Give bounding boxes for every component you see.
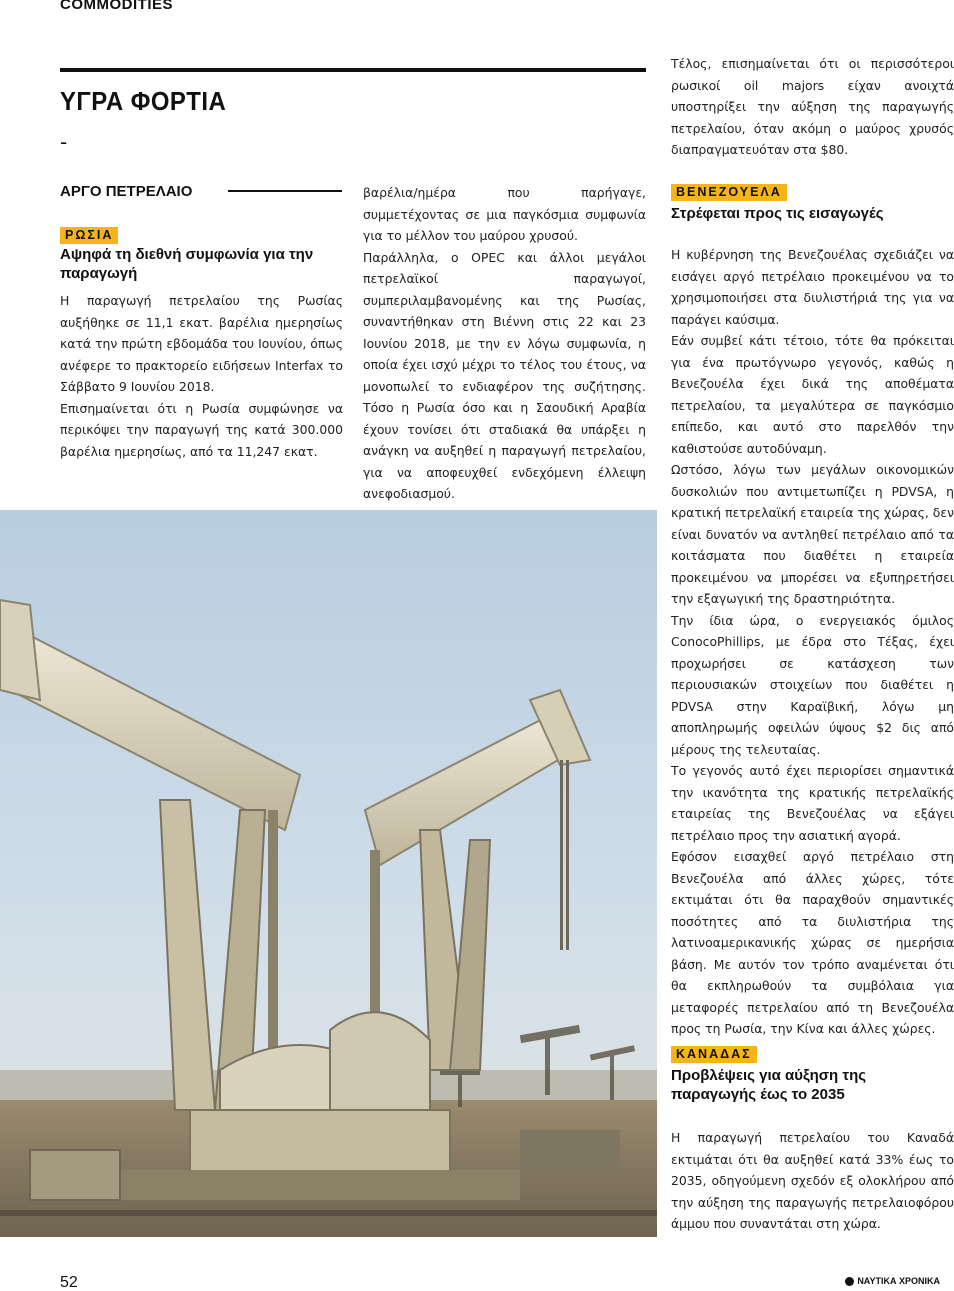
canada-body (671, 1127, 954, 1235)
venezuela-tag: ΒΕΝΕΖΟΥΕΛΑ (671, 184, 787, 201)
paragraph: Η παραγωγή πετρελαίου της Ρωσίας αυξήθηκε σε 11,1 εκατ. βαρέλια ημερησίως κατά την πρώτη εβδομάδα του Ιουνίου, όπως ανέφερε το πρακτορείο ειδήσεων Interfax το Σάββατο 9 Ιουνίου 2018. (60, 293, 343, 394)
paragraph: Ωστόσο, λόγω των μεγάλων οικονομικών δυσκολιών που αντιμετωπίζει η PDVSA, η κρατική πετρελαϊκή εταιρεία της χώρας, δεν είναι δυνατόν να αντληθεί πετρέλαιο από τα κοιτάσματα που διαθέτει η εταιρεία προκειμένου να μπορέσει να εξυπηρετήσει την εξαγωγική της δραστηριότητα. (671, 462, 954, 606)
paragraph: Τέλος, επισημαίνεται ότι οι περισσότεροι ρωσικοί oil majors είχαν ανοιχτά υποστηρίξει την αύξηση της παραγωγής πετρελαίου, όταν ακόμη ο μαύρος χρυσός διαπραγματευόταν στα $80. (671, 56, 954, 157)
title-rule (60, 68, 646, 72)
section-label: COMMODITIES (60, 0, 173, 13)
paragraph: Παράλληλα, ο OPEC και άλλοι μεγάλοι πετρελαϊκοί παραγωγοί, συμπεριλαμβανομένης και της Ρωσίας, συναντήθηκαν στη Βιέννη στις 22 και 23 Ιουνίου 2018, με την εν λόγω συμφωνία, η οποία έχει ισχύ μέχρι το τέλος του έτους, να μονοπωλεί το ενδιαφέρον της συζήτησης. Τόσο η Ρωσία όσο και η Σαουδική Αραβία έχουν τονίσει ότι σταδιακά θα υπάρξει η ανάγκη να αυξηθεί η παραγωγή πετρελαίου, για να αποφευχθεί ενδεχόμενη έλλειψη ανεφοδιασμού. (363, 249, 646, 501)
paragraph: Την ίδια ώρα, ο ενεργειακός όμιλος ConocoPhillips, με έδρα στο Τέξας, έχει προχωρήσει σε κατάσχεση των περιουσιακών στοιχείων που διαθέτει η PDVSA στην Καραϊβική, λόγω μη αποπληρωμής οφειλών ύψους $2 δις από μέρους της τελευταίας. (671, 612, 954, 757)
venezuela-heading: Στρέφεται προς τις εισαγωγές (671, 205, 884, 222)
russia-closing (671, 53, 954, 161)
russia-body (60, 290, 343, 462)
title-dash: - (60, 130, 68, 154)
oil-pumpjacks-photo (0, 510, 657, 1237)
publication-brand (845, 1276, 940, 1286)
venezuela-body (671, 244, 954, 1040)
russia-heading: Αψηφά τη διεθνή συμφωνία για την παραγωγή (60, 246, 314, 282)
sub-heading: ΑΡΓΟ ΠΕΤΡΕΛΑΙΟ (60, 183, 193, 200)
canada-heading: Προβλέψεις για αύξηση της παραγωγής έως το 2035 (671, 1067, 867, 1103)
paragraph: Η κυβέρνηση της Βενεζουέλας σχεδιάζει να εισάγει αργό πετρέλαιο προκειμένου να το χρησιμοποιήσει στα διυλιστήριά της για να παράγει καύσιμα. (671, 247, 954, 327)
paragraph: Η παραγωγή πετρελαίου του Καναδά εκτιμάται ότι θα αυξηθεί κατά 33% έως το 2035, οδηγούμενη σχεδόν εξ ολοκλήρου από την αύξηση της παραγωγής πετρελαιοφόρου άμμου που συναντάται στη χώρα. (671, 1130, 954, 1231)
brand-logo-icon (845, 1277, 854, 1286)
pumpjack-illustration (0, 510, 657, 1237)
russia-continuation (363, 182, 646, 505)
page-title: ΥΓΡΑ ΦΟΡΤΙΑ (60, 86, 227, 116)
sub-heading-rule (228, 190, 342, 192)
paragraph: βαρέλια/ημέρα που παρήγαγε, συμμετέχοντας σε μια παγκόσμια συμφωνία για το μέλλον του μαύρου χρυσού. (363, 185, 646, 243)
russia-tag: ΡΩΣΙΑ (60, 227, 118, 244)
paragraph: Εφόσον εισαχθεί αργό πετρέλαιο στη Βενεζουέλα από άλλες χώρες, τότε εκτιμάται ότι θα παραχθούν σημαντικές ποσότητες από τα διυλιστήρια της λατινοαμερικανικής χώρας σε ημερήσια βάση. Με αυτόν τον τρόπο αναμένεται ότι θα εκπληρωθούν τα συμβόλαια για μεταφορές πετρελαίου από τη Βενεζουέλα προς τη Ρωσία, την Κίνα και άλλες χώρες. (671, 849, 954, 1036)
paragraph: Το γεγονός αυτό έχει περιορίσει σημαντικά την ικανότητα της κρατικής πετρελαϊκής εταιρείας της Βενεζουέλας να εξάγει πετρέλαιο προς την ασιατική αγορά. (671, 763, 954, 843)
canada-tag: ΚΑΝΑΔΑΣ (671, 1046, 757, 1063)
brand-name: ΝΑΥΤΙΚΑ ΧΡΟΝΙΚΑ (857, 1276, 940, 1286)
paragraph: Εάν συμβεί κάτι τέτοιο, τότε θα πρόκειται για ένα πρωτόγνωρο γεγονός, καθώς η Βενεζουέλα έχει δικά της αποθέματα πετρελαίου, τα μεγαλύτερα σε παγκόσμιο επίπεδο, και αυτό στο παρελθόν την καθιστούσε αυτοδύναμη. (671, 333, 954, 456)
paragraph: Επισημαίνεται ότι η Ρωσία συμφώνησε να περικόψει την παραγωγή της κατά 300.000 βαρέλια ημερησίως, από τα 11,247 εκατ. (60, 400, 343, 459)
page-number: 52 (60, 1274, 78, 1291)
